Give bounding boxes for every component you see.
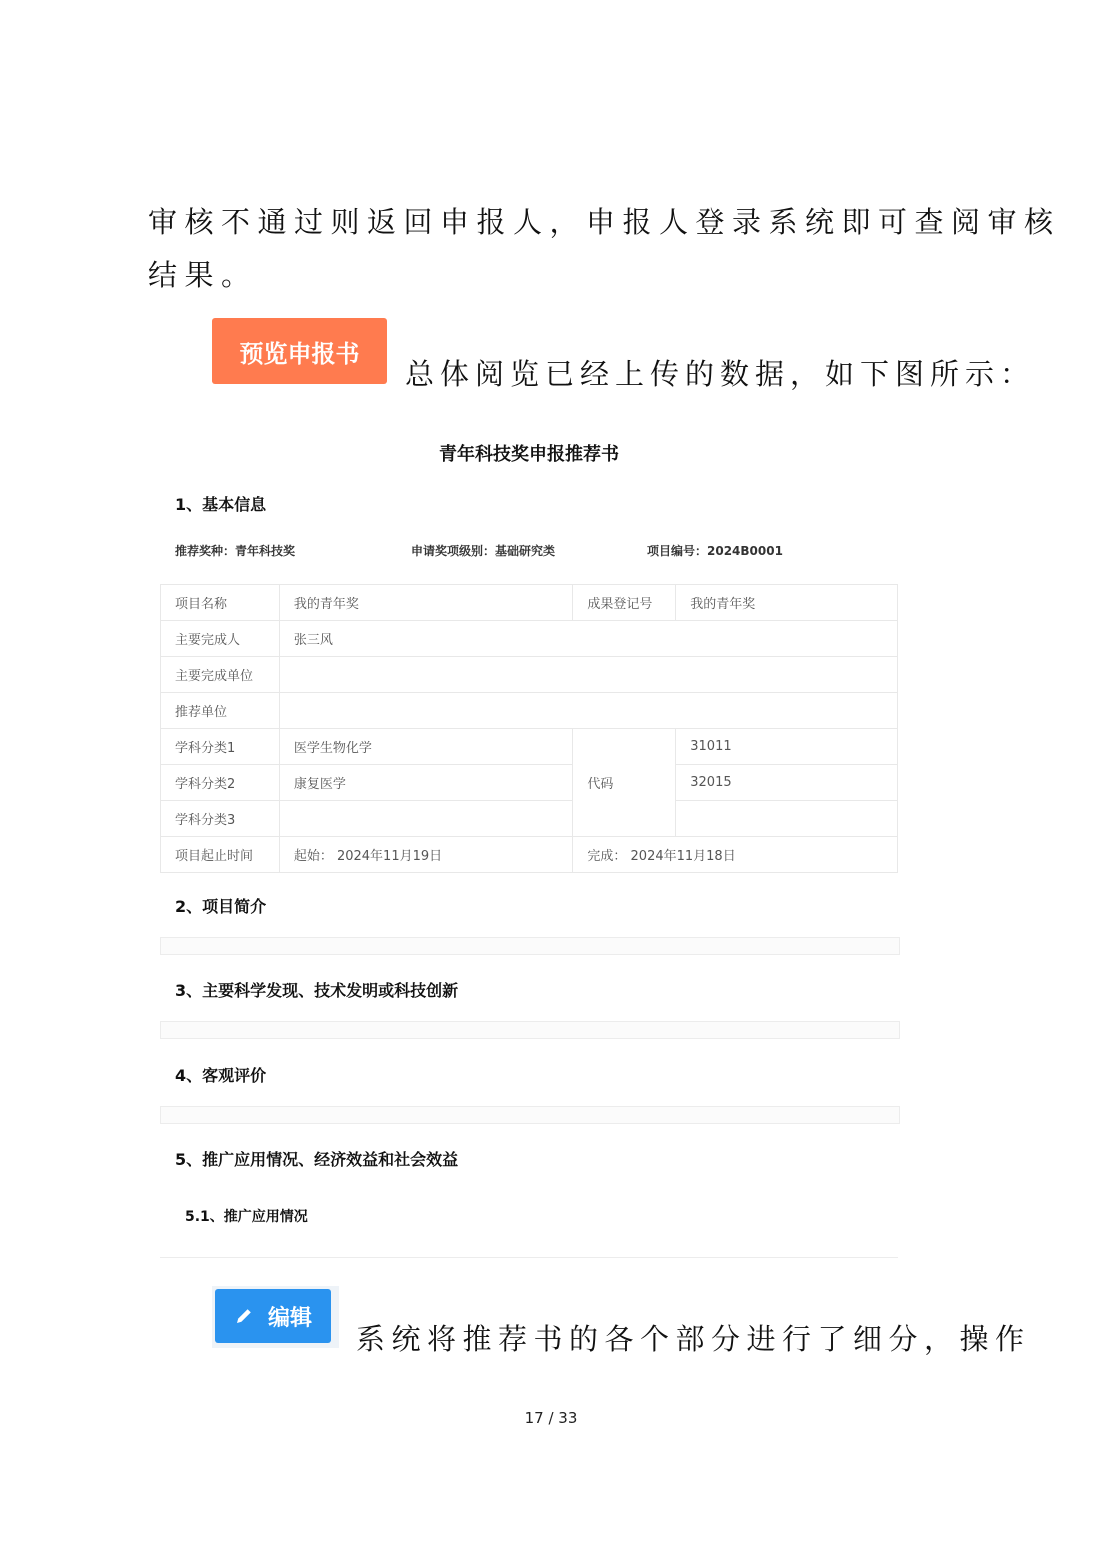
table-value: [279, 801, 573, 837]
edit-button[interactable]: [215, 1289, 331, 1343]
table-row: [161, 729, 898, 765]
table-label: 主要完成人: [161, 621, 280, 657]
table-label: 项目名称: [161, 585, 280, 621]
edit-description: 系统将推荐书的各个部分进行了细分，操作: [356, 1322, 1031, 1356]
project-intro-content: [160, 937, 900, 955]
table-value: 32015: [676, 765, 898, 801]
meta-project-number: 项目编号：2024B0001: [647, 544, 783, 558]
table-row: [161, 765, 898, 801]
table-value: [676, 801, 898, 837]
table-value: 康复医学: [279, 765, 573, 801]
preview-description: 总体阅览已经上传的数据，如下图所示：: [405, 357, 1036, 391]
table-label: 学科分类1: [161, 729, 280, 765]
table-row: [161, 837, 898, 873]
table-value: 医学生物化学: [279, 729, 573, 765]
table-label: 学科分类3: [161, 801, 280, 837]
table-value: 31011: [676, 729, 898, 765]
section-application-benefits: 5、推广应用情况、经济效益和社会效益: [175, 1150, 459, 1169]
basic-info-table: [160, 584, 898, 873]
paragraph-line-2: 结果。: [148, 258, 258, 292]
section-main-discoveries: 3、主要科学发现、技术发明或科技创新: [175, 981, 459, 1000]
table-label: 主要完成单位: [161, 657, 280, 693]
divider: [160, 1257, 898, 1258]
meta-award-level: 申请奖项级别：基础研究类: [411, 544, 556, 558]
table-value: 完成： 2024年11月18日: [573, 837, 898, 873]
table-row: [161, 693, 898, 729]
paragraph-line-1: 审核不通过则返回申报人，申报人登录系统即可查阅审核: [148, 205, 1061, 239]
section-project-intro: 2、项目简介: [175, 897, 267, 916]
table-label: 学科分类2: [161, 765, 280, 801]
table-value: 起始： 2024年11月19日: [279, 837, 573, 873]
table-label: 推荐单位: [161, 693, 280, 729]
edit-button-label: 编辑: [267, 1305, 312, 1331]
table-value: [279, 693, 897, 729]
table-row: [161, 621, 898, 657]
table-label: 代码: [573, 729, 676, 837]
section-objective-evaluation: 4、客观评价: [175, 1066, 267, 1085]
table-value: [279, 657, 897, 693]
table-row: [161, 801, 898, 837]
table-label: 项目起止时间: [161, 837, 280, 873]
table-row: [161, 657, 898, 693]
objective-evaluation-content: [160, 1106, 900, 1124]
form-title: 青年科技奖申报推荐书: [439, 444, 619, 465]
table-value: 我的青年奖: [676, 585, 898, 621]
table-label: 成果登记号: [573, 585, 676, 621]
table-value: 我的青年奖: [279, 585, 573, 621]
section-basic-info: 1、基本信息: [175, 495, 267, 514]
table-value: 张三风: [279, 621, 897, 657]
subsection-application: 5.1、推广应用情况: [185, 1209, 308, 1225]
edit-button-frame: [212, 1286, 339, 1348]
page-number: 17 / 33: [524, 1409, 578, 1427]
preview-application-button[interactable]: 预览申报书: [212, 318, 387, 384]
main-discoveries-content: [160, 1021, 900, 1039]
pencil-icon: [234, 1306, 254, 1326]
table-row: [161, 585, 898, 621]
meta-award-type: 推荐奖种：青年科技奖: [175, 544, 296, 558]
